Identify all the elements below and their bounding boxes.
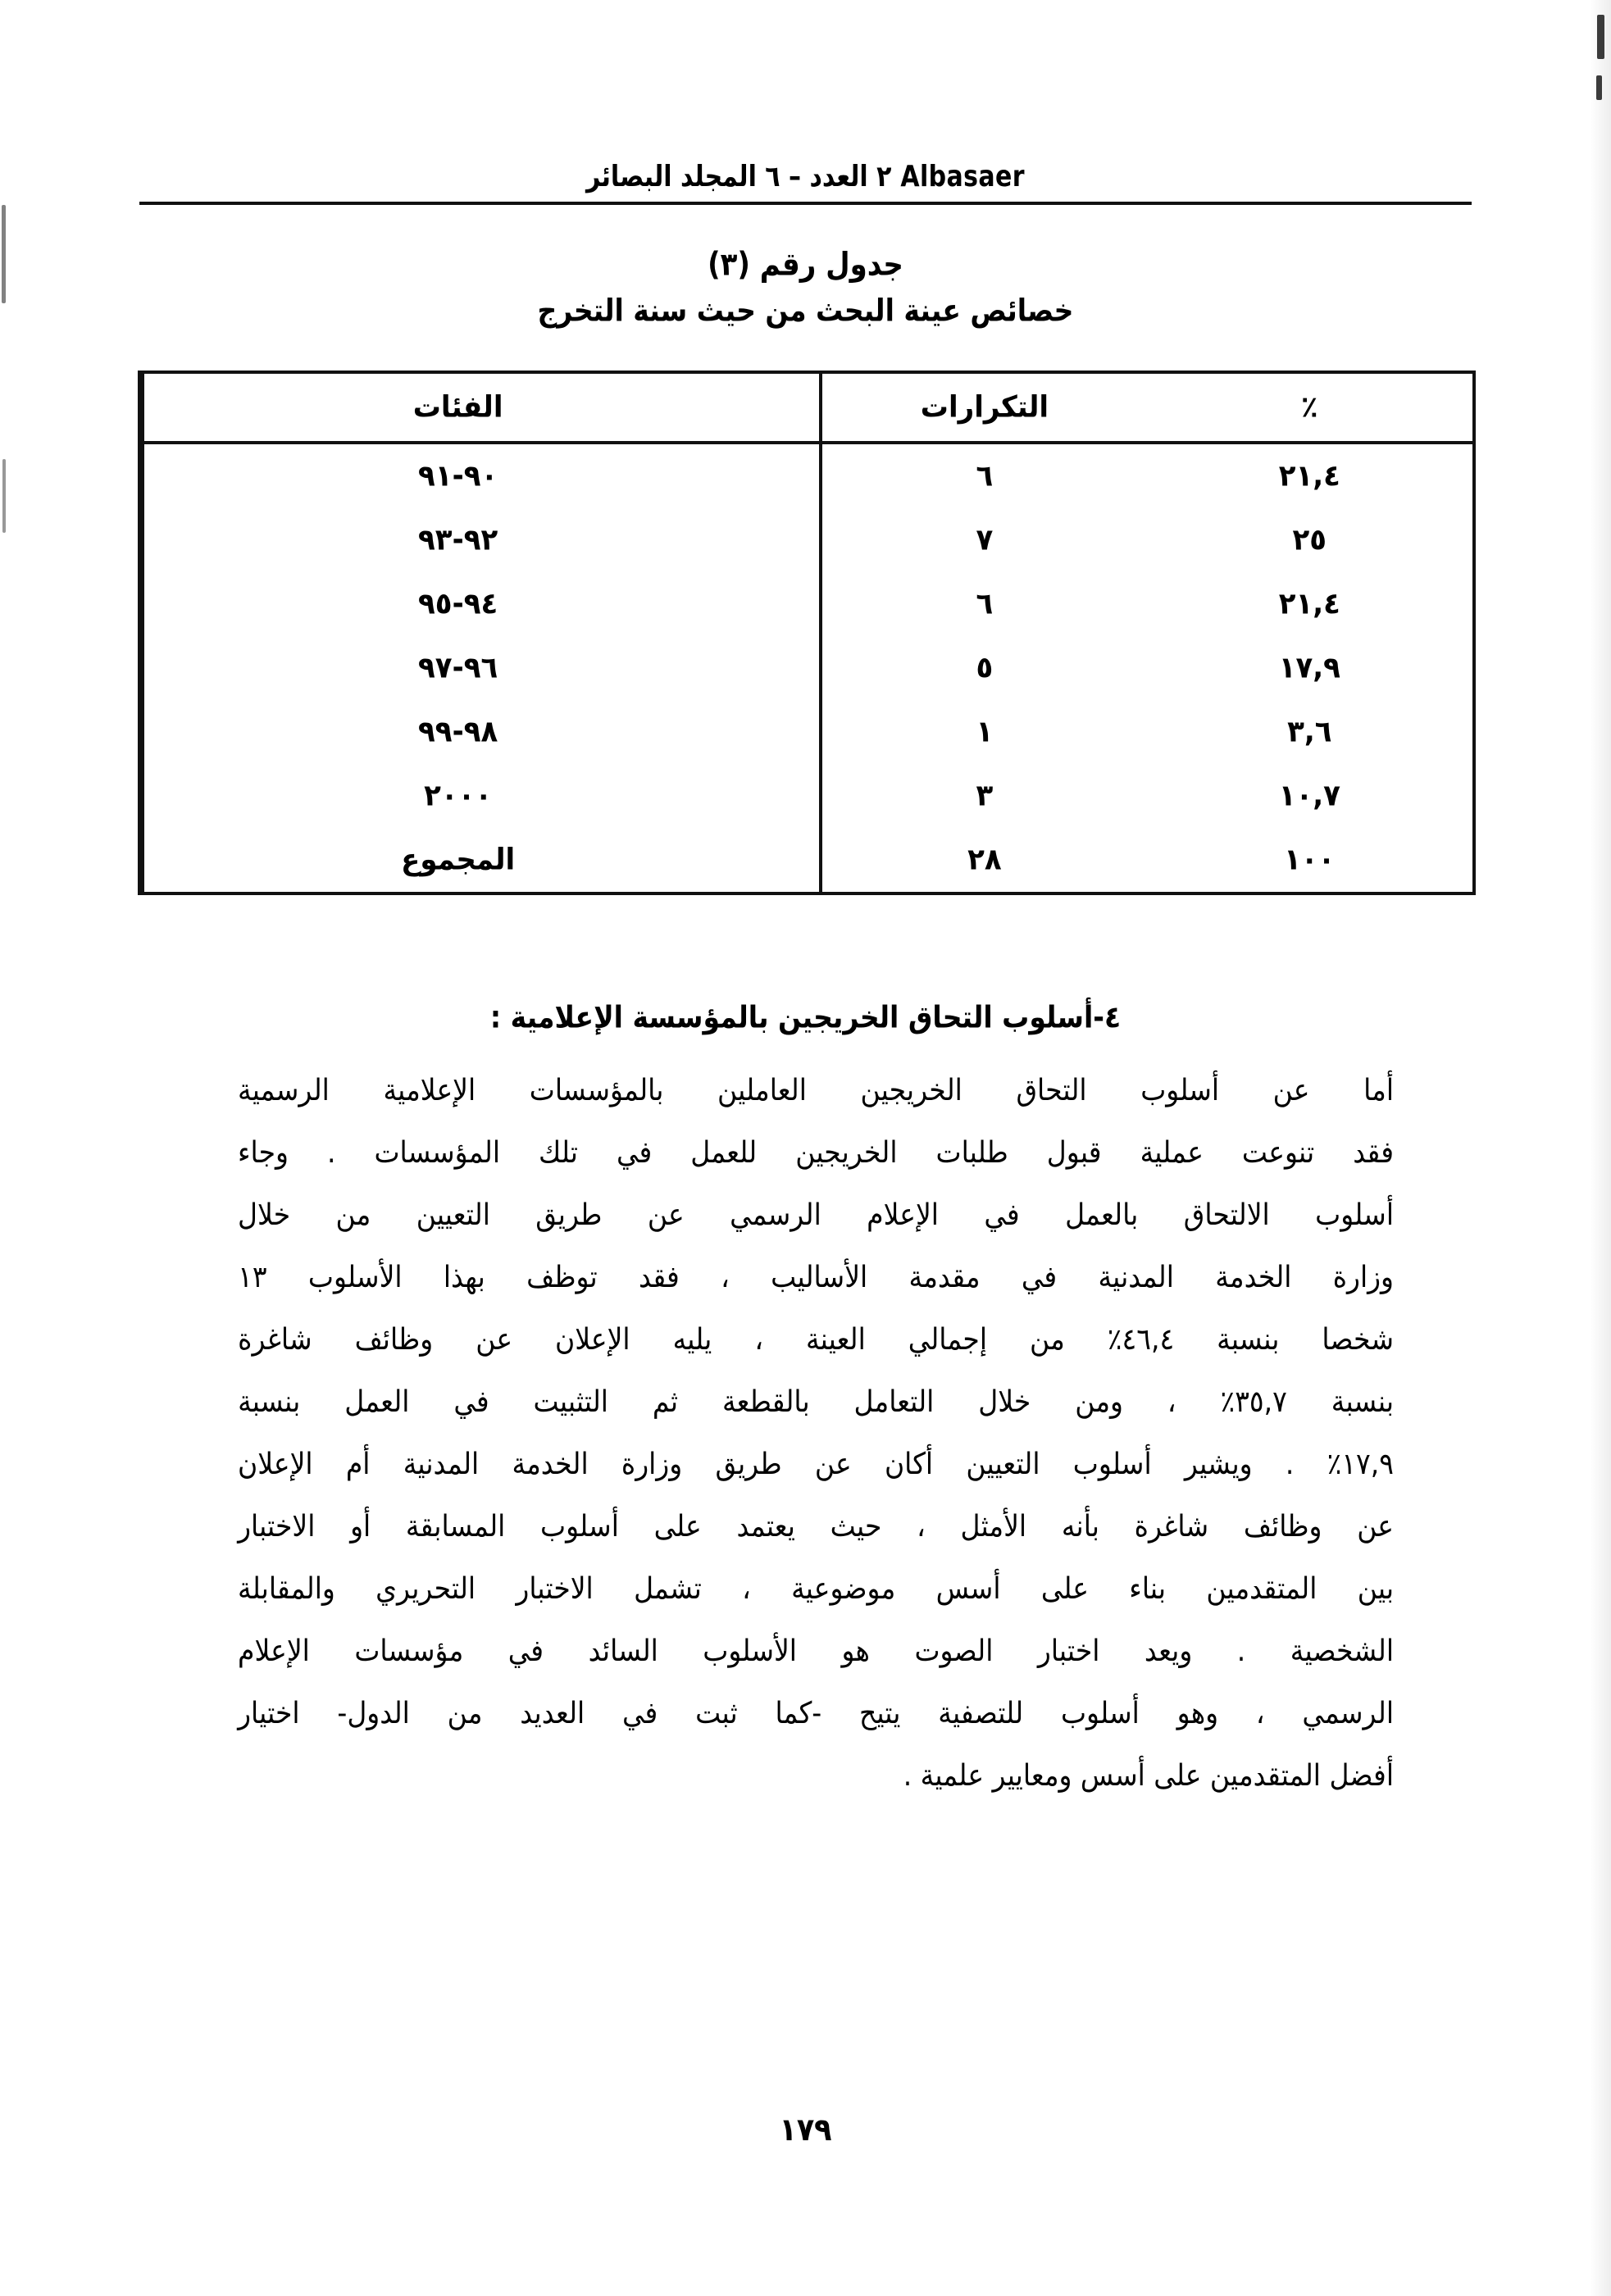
body-line: أفضل المتقدمين على أسس ومعايير علمية . xyxy=(903,1757,1394,1793)
cell-frequency: ٦ xyxy=(821,571,1146,639)
table-row xyxy=(143,443,1472,508)
column-header-frequency: التكرارات xyxy=(821,371,1146,444)
table-row xyxy=(143,572,1472,636)
cell-frequency: ٣ xyxy=(821,762,1146,830)
cell-percent: ١٠,٧ xyxy=(1278,778,1340,814)
cell-frequency: ١ xyxy=(821,698,1146,766)
statistics-table xyxy=(138,371,1476,895)
body-line: بنسبة ٣٥,٧٪ ، ومن خلال التعامل بالقطعة ثم التثبيت في العمل بنسبة xyxy=(238,1384,1394,1419)
body-line: أما عن أسلوب التحاق الخريجين العاملين بالمؤسسات الإعلامية الرسمية xyxy=(238,1072,1394,1107)
cell-category: ٢٠٠٠ xyxy=(143,762,821,830)
column-header-percent: ٪ xyxy=(1147,371,1472,444)
scan-artifact xyxy=(1597,15,1604,59)
body-line: عن وظائف شاغرة بأنه الأمثل ، حيث يعتمد على أسلوب المسابقة أو الاختبار xyxy=(238,1508,1394,1544)
cell-category: ٩٤-٩٥ xyxy=(143,571,821,639)
cell-frequency: ٦ xyxy=(821,441,1146,511)
cell-frequency: ٧ xyxy=(821,507,1146,575)
table-row xyxy=(143,764,1472,828)
body-line: وزارة الخدمة المدنية في مقدمة الأساليب ، فقد توظف بهذا الأسلوب ١٣ xyxy=(238,1259,1394,1294)
cell-category: ٩٠-٩١ xyxy=(143,441,821,511)
cell-percent-total: ١٠٠ xyxy=(1284,842,1336,878)
column-header-category: الفئات xyxy=(143,371,821,444)
cell-percent: ٢١,٤ xyxy=(1278,458,1340,494)
header-rule xyxy=(139,202,1472,205)
cell-frequency: ٥ xyxy=(821,634,1146,702)
table-title: خصائص عينة البحث من حيث سنة التخرج xyxy=(537,292,1074,329)
table-row xyxy=(143,508,1472,572)
body-line: ١٧,٩٪ . ويشير أسلوب التعيين أكان عن طريق وزارة الخدمة المدنية أم الإعلان xyxy=(238,1446,1394,1481)
cell-percent: ٢١,٤ xyxy=(1278,586,1340,622)
body-line: بين المتقدمين بناء على أسس موضوعية ، تشمل الاختبار التحريري والمقابلة xyxy=(238,1571,1394,1606)
cell-category: ٩٦-٩٧ xyxy=(143,634,821,702)
cell-category-total: المجموع xyxy=(143,826,821,894)
table-header-row xyxy=(143,374,1472,443)
scan-artifact xyxy=(1596,75,1602,100)
table-number-label: جدول رقم (٣) xyxy=(708,246,903,284)
section-heading: ٤-أسلوب التحاق الخريجين بالمؤسسة الإعلامية : xyxy=(489,998,1122,1035)
body-line: شخصا بنسبة ٤٦,٤٪ من إجمالي العينة ، يليه الإعلان عن وظائف شاغرة xyxy=(238,1321,1394,1357)
running-head xyxy=(139,154,1472,205)
cell-percent: ١٧,٩ xyxy=(1278,650,1340,686)
body-line: أسلوب الالتحاق بالعمل في الإعلام الرسمي عن طريق التعيين من خلال xyxy=(238,1197,1394,1232)
table-total-row xyxy=(143,828,1472,892)
cell-frequency-total: ٢٨ xyxy=(821,826,1146,894)
table-row xyxy=(143,636,1472,700)
table-row xyxy=(143,700,1472,764)
cell-percent: ٢٥ xyxy=(1292,522,1327,558)
scan-artifact xyxy=(2,459,6,533)
body-line: الشخصية . ويعد اختبار الصوت هو الأسلوب السائد في مؤسسات الإعلام xyxy=(238,1633,1394,1668)
body-line: فقد تنوعت عملية قبول طلبات الخريجين للعمل في تلك المؤسسات . وجاء xyxy=(238,1134,1394,1170)
running-head-text: Albasaer ٢ العدد – ٦ المجلد البصائر xyxy=(586,160,1025,194)
page-number: ١٧٩ xyxy=(779,2112,832,2148)
scan-edge-shadow xyxy=(1590,0,1611,2296)
body-line: الرسمي ، وهو أسلوب للتصفية يتيح -كما ثبت في العديد من الدول- اختيار xyxy=(238,1695,1394,1730)
table-body xyxy=(143,443,1472,892)
cell-category: ٩٢-٩٣ xyxy=(143,507,821,575)
cell-percent: ٣,٦ xyxy=(1287,714,1332,750)
cell-category: ٩٨-٩٩ xyxy=(143,698,821,766)
table-caption xyxy=(0,243,1611,334)
body-paragraph xyxy=(238,1059,1394,1807)
